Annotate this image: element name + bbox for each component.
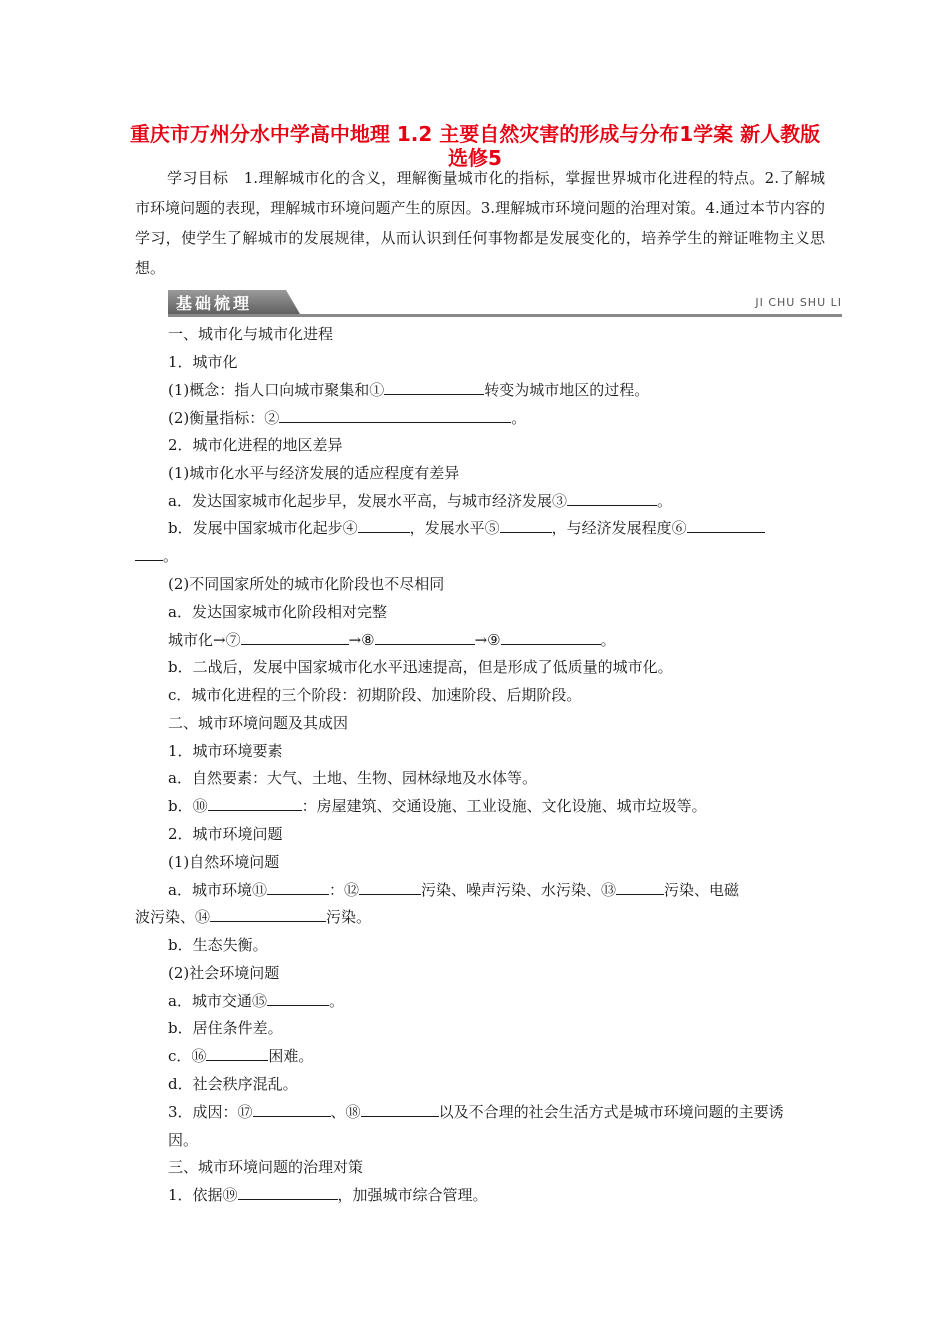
learning-objectives: 学习目标 1.理解城市化的含义，理解衡量城市化的指标，掌握世界城市化进程的特点。2.了解城市环境问题的表现，理解城市环境问题产生的原因。3.理解城市环境问题的治理对策。4.通过本节内容的学习，使学生了解城市的发展规律，从而认识到任何事物都是发展变化的，培养学生的辩证唯物主义思想。 [135, 169, 825, 277]
blank-7[interactable] [241, 630, 349, 645]
text: ：⑫ [328, 881, 359, 899]
line-basis [168, 1185, 488, 1205]
blank-6-cont[interactable] [135, 546, 163, 561]
text: ：房屋建筑、交通设施、工业设施、文化设施、城市垃圾等。 [301, 797, 707, 815]
text: a．城市环境⑪ [168, 881, 267, 899]
text: 。 [328, 992, 344, 1010]
line-adaptation: (1)城市化水平与经济发展的适应程度有差异 [168, 464, 460, 482]
text: (2)衡量指标：② [168, 409, 280, 427]
text: a．城市交通⑮ [168, 992, 267, 1010]
page-title: 重庆市万州分水中学高中地理 1.2 主要自然灾害的形成与分布1学案 新人教版选修5 [129, 122, 821, 170]
text: ，与经济发展程度⑥ [551, 519, 687, 537]
line-developing-cont [135, 546, 178, 566]
line-pollution [168, 880, 739, 900]
text: 以及不合理的社会生活方式是城市环境问题的主要诱因。 [168, 1103, 784, 1149]
blank-18[interactable] [361, 1102, 439, 1117]
blank-4[interactable] [358, 518, 410, 533]
line-traffic [168, 991, 344, 1011]
line-developed-complete: a．发达国家城市化阶段相对完整 [168, 603, 387, 621]
text: c．⑯ [168, 1047, 207, 1065]
text: 。 [511, 409, 527, 427]
text: b．发展中国家城市化起步④ [168, 519, 358, 537]
text: a．发达国家城市化起步早，发展水平高，与城市经济发展③ [168, 492, 567, 510]
text: 3．成因：⑰ [168, 1103, 253, 1121]
section-header-basics [168, 288, 842, 318]
line-social-env: (2)社会环境问题 [168, 964, 280, 982]
text: 污染、电磁 [663, 881, 739, 899]
line-postwar: b．二战后，发展中国家城市化水平迅速提高，但是形成了低质量的城市化。 [168, 658, 673, 676]
blank-16[interactable] [206, 1046, 268, 1061]
blank-1[interactable] [384, 380, 484, 395]
line-social-order: d．社会秩序混乱。 [168, 1075, 298, 1093]
blank-2[interactable] [279, 408, 511, 423]
text: →⑨ [474, 631, 501, 649]
line-difficulty [168, 1046, 313, 1066]
blank-8[interactable] [375, 630, 475, 645]
text: 困难。 [268, 1047, 314, 1065]
blank-9[interactable] [501, 630, 601, 645]
text: 转变为城市地区的过程。 [484, 381, 650, 399]
subheading-env-elements: 1．城市环境要素 [168, 742, 283, 760]
heading-countermeasures: 三、城市环境问题的治理对策 [168, 1158, 364, 1176]
text: →⑧ [348, 631, 375, 649]
heading-urbanization: 一、城市化与城市化进程 [168, 325, 334, 343]
line-pollution-cont [135, 907, 371, 927]
text: 城市化→⑦ [168, 631, 241, 649]
blank-13[interactable] [616, 880, 664, 895]
section-rule [168, 314, 842, 317]
text: 。 [600, 631, 616, 649]
line-natural-env: (1)自然环境问题 [168, 853, 280, 871]
line-measure [168, 408, 526, 428]
subheading-env-problems: 2．城市环境问题 [168, 825, 283, 843]
text: (1)概念：指人口向城市聚集和① [168, 381, 385, 399]
line-natural-elements: a．自然要素：大气、土地、生物、园林绿地及水体等。 [168, 769, 537, 787]
section-pinyin: JI CHU SHU LI [755, 296, 842, 309]
blank-11[interactable] [267, 880, 329, 895]
blank-6[interactable] [687, 518, 765, 533]
text: 。 [163, 547, 179, 565]
blank-5[interactable] [500, 518, 552, 533]
line-developed [168, 491, 672, 511]
text: 、⑱ [330, 1103, 361, 1121]
text: ，发展水平⑤ [409, 519, 500, 537]
heading-env-problems: 二、城市环境问题及其成因 [168, 714, 349, 732]
blank-15[interactable] [267, 991, 329, 1006]
line-developing [168, 518, 765, 538]
line-concept [168, 380, 649, 400]
text: 1．依据⑲ [168, 1186, 238, 1204]
text: ，加强城市综合管理。 [337, 1186, 488, 1204]
blank-10[interactable] [208, 796, 302, 811]
line-stages-vary: (2)不同国家所处的城市化阶段也不尽相同 [168, 575, 445, 593]
line-housing: b．居住条件差。 [168, 1019, 283, 1037]
section-label: 基础梳理 [176, 294, 253, 313]
text: 波污染、⑭ [135, 908, 211, 926]
subheading-regional-diff: 2．城市化进程的地区差异 [168, 436, 343, 454]
text: 污染、噪声污染、水污染、⑬ [420, 881, 616, 899]
line-eco-imbalance: b．生态失衡。 [168, 936, 268, 954]
blank-17[interactable] [253, 1102, 331, 1117]
line-three-stages: c．城市化进程的三个阶段：初期阶段、加速阶段、后期阶段。 [168, 686, 582, 704]
text: b．⑩ [168, 797, 208, 815]
text: 污染。 [326, 908, 372, 926]
line-causes [135, 1098, 792, 1154]
subheading-urbanization: 1．城市化 [168, 353, 238, 371]
text: 。 [656, 492, 672, 510]
line-stage-chain [168, 630, 616, 650]
blank-14[interactable] [210, 907, 326, 922]
blank-12[interactable] [359, 880, 421, 895]
blank-19[interactable] [238, 1185, 338, 1200]
blank-3[interactable] [567, 491, 657, 506]
line-artificial-elements [168, 796, 707, 816]
